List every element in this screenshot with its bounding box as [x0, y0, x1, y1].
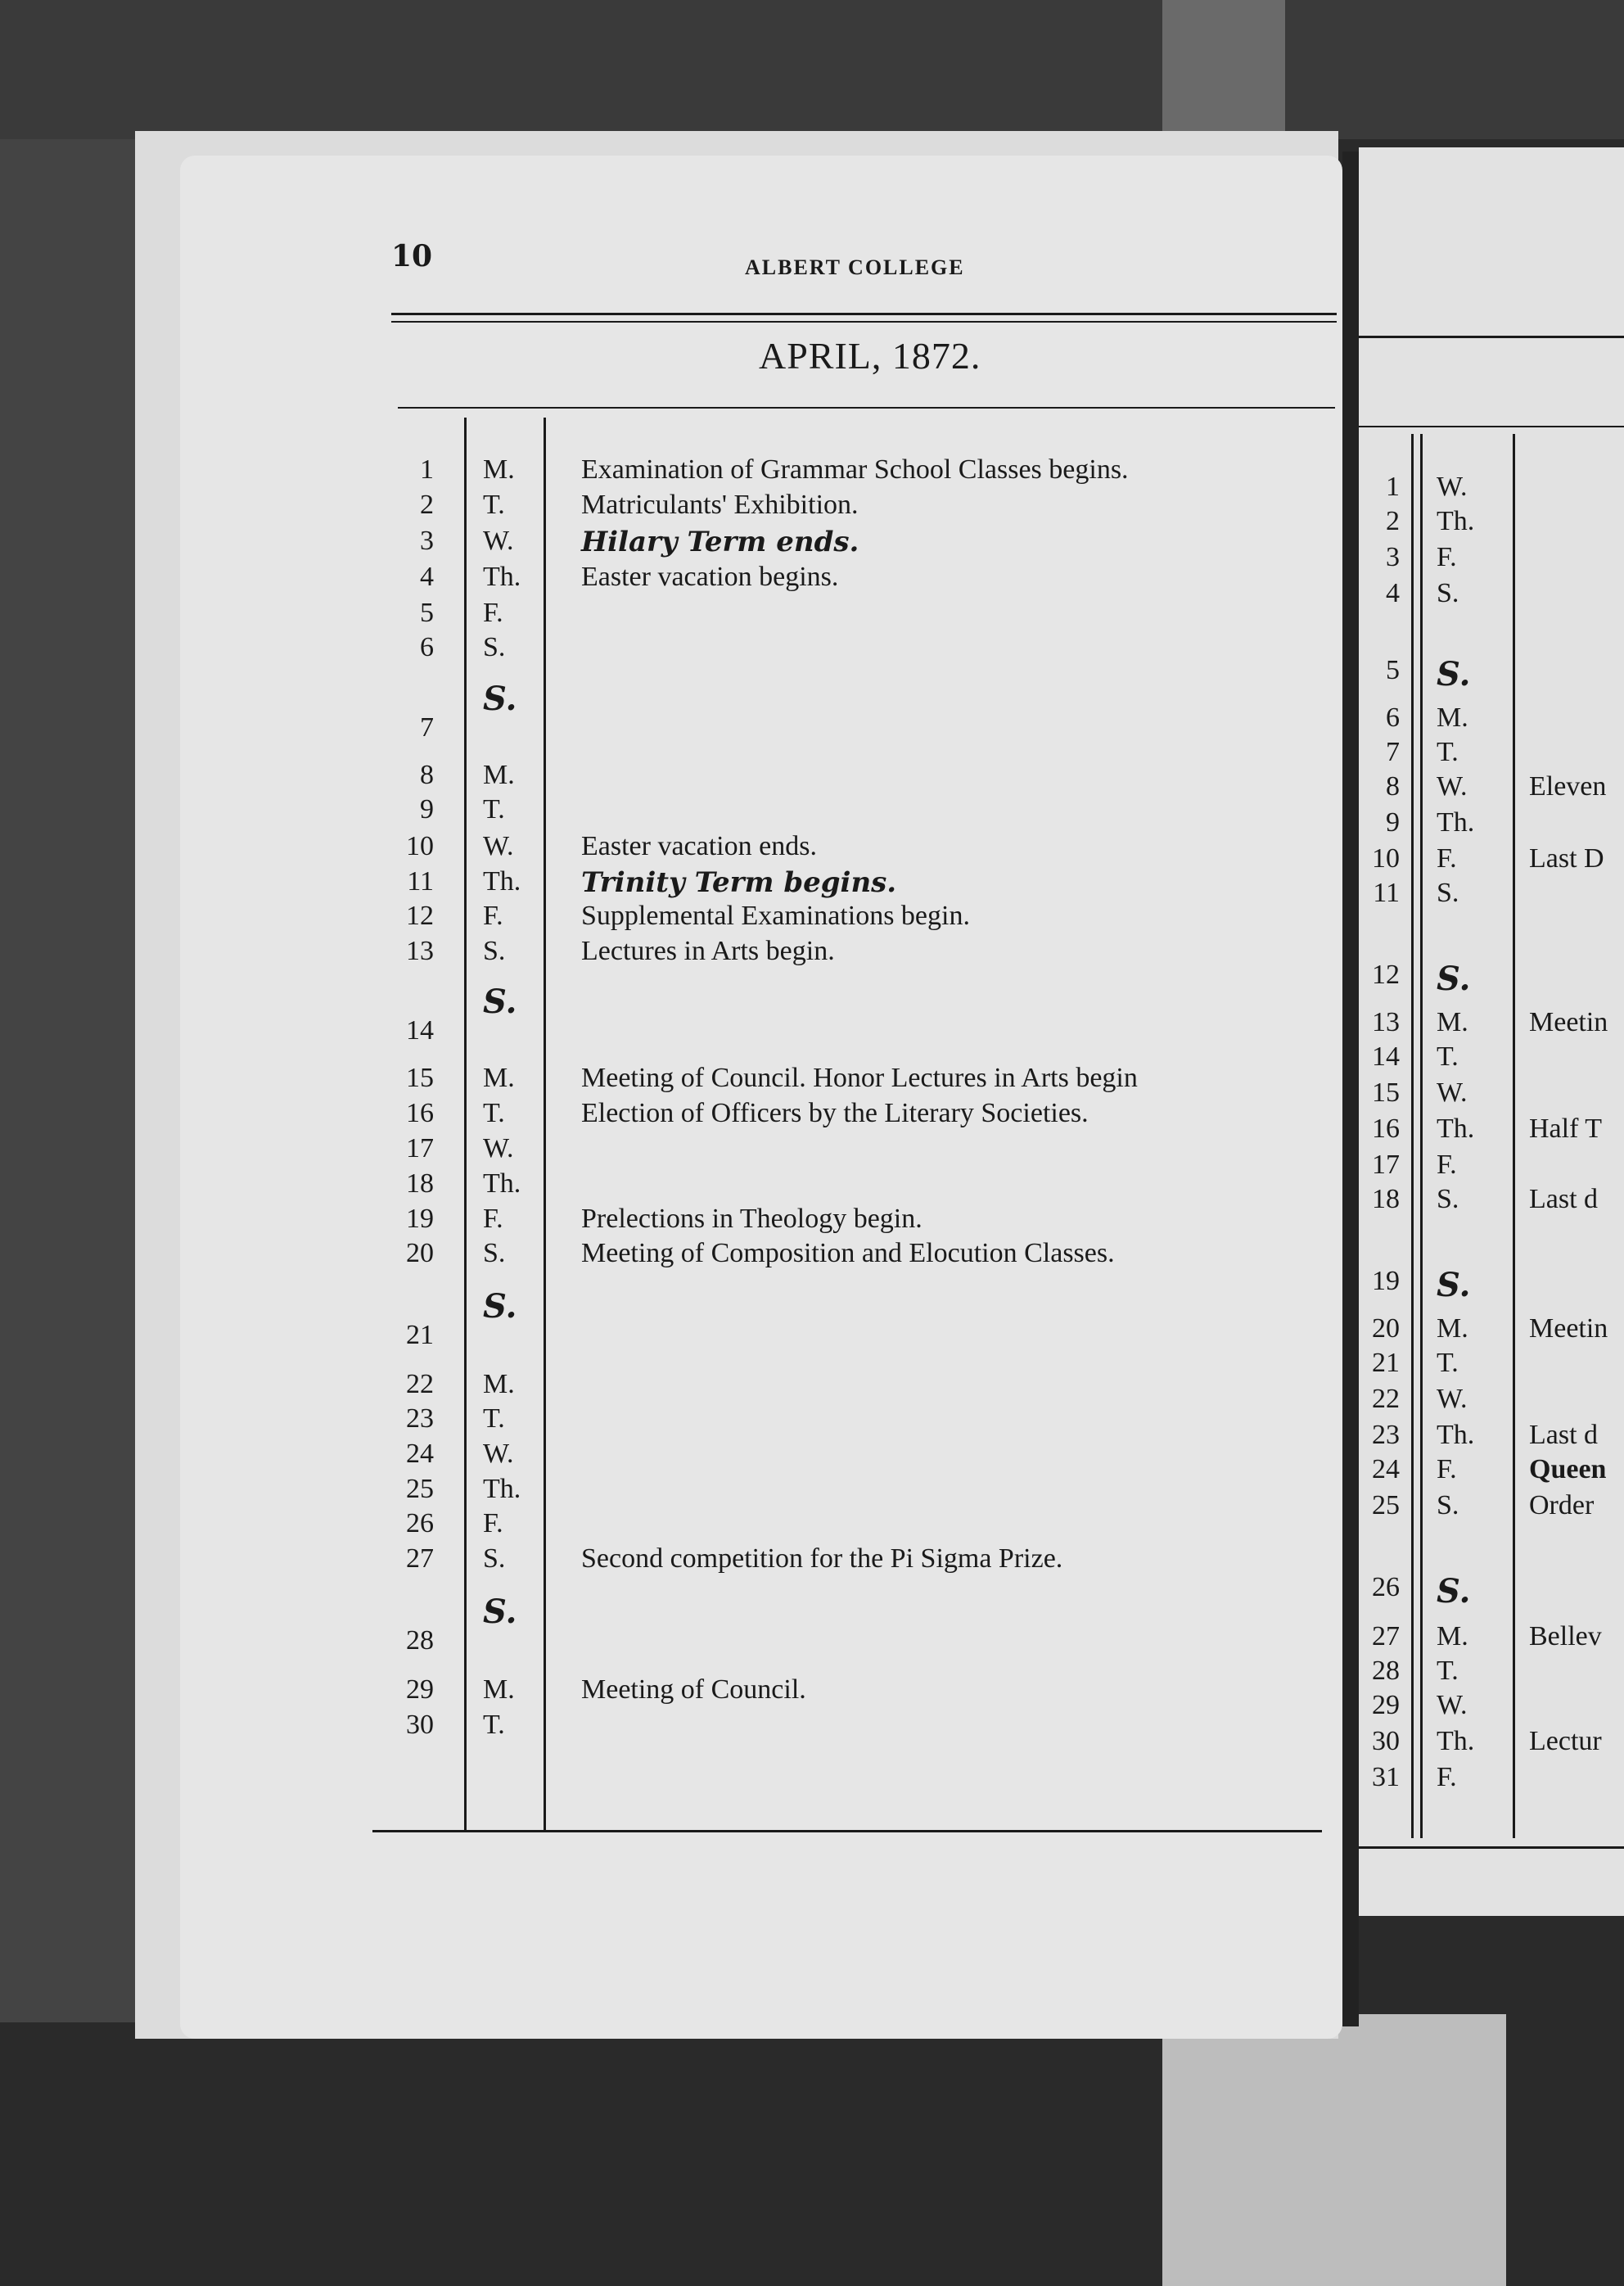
weekday: M. [1437, 703, 1468, 733]
weekday: M. [483, 1674, 515, 1705]
weekday: S. [483, 1238, 506, 1268]
weekday: F. [483, 598, 503, 628]
weekday: F. [483, 1508, 503, 1538]
weekday: S. [1437, 960, 1471, 998]
day-number: 25 [1372, 1490, 1400, 1520]
day-number: 8 [1386, 771, 1400, 802]
event-text: Meetin [1529, 1007, 1608, 1037]
background-bottom-strip [1162, 2014, 1506, 2286]
weekday: F. [1437, 843, 1457, 874]
event-text: Queen [1529, 1454, 1607, 1484]
book-page [180, 156, 1342, 2039]
weekday: S. [1437, 1490, 1459, 1520]
day-number: 17 [406, 1133, 434, 1163]
day-number: 20 [1372, 1313, 1400, 1344]
day-number: 7 [1386, 737, 1400, 767]
weekday: W. [483, 526, 514, 556]
weekday: F. [1437, 1762, 1457, 1792]
weekday: W. [1437, 472, 1468, 502]
day-number: 24 [406, 1439, 434, 1469]
day-number: 30 [406, 1710, 434, 1740]
event-text: Last D [1529, 843, 1604, 874]
weekday: M. [483, 1369, 515, 1399]
weekday: F. [1437, 542, 1457, 572]
day-number: 17 [1372, 1150, 1400, 1180]
weekday: M. [1437, 1313, 1468, 1344]
day-number: 21 [406, 1320, 434, 1350]
event-text: Prelections in Theology begin. [581, 1204, 923, 1234]
day-number: 26 [406, 1508, 434, 1538]
weekday: M. [483, 1063, 515, 1093]
event-text: Last d [1529, 1420, 1599, 1450]
day-number: 4 [1386, 578, 1400, 608]
event-text: Last d [1529, 1184, 1599, 1214]
day-number: 26 [1372, 1572, 1400, 1602]
day-number: 9 [1386, 807, 1400, 838]
day-number: 16 [406, 1098, 434, 1128]
day-number: 13 [406, 936, 434, 966]
day-number: 28 [1372, 1656, 1400, 1686]
background-top [0, 0, 1624, 139]
day-number: 12 [406, 901, 434, 931]
day-number: 27 [406, 1543, 434, 1574]
weekday: Th. [483, 1168, 521, 1199]
day-number: 18 [1372, 1184, 1400, 1214]
day-number: 10 [1372, 843, 1400, 874]
weekday: T. [1437, 737, 1459, 767]
left-column-rule-2 [544, 418, 546, 1830]
month-title: APRIL, 1872. [759, 335, 981, 377]
page-number: 10 [391, 239, 433, 273]
weekday: M. [1437, 1007, 1468, 1037]
weekday: W. [1437, 1690, 1468, 1720]
weekday: S. [1437, 878, 1459, 908]
day-number: 15 [1372, 1077, 1400, 1108]
running-head: ALBERT COLLEGE [745, 255, 965, 279]
weekday: T. [1437, 1656, 1459, 1686]
day-number: 16 [1372, 1114, 1400, 1144]
weekday: S. [483, 1543, 506, 1574]
event-text: Meeting of Council. [581, 1674, 806, 1705]
weekday: T. [483, 1403, 505, 1434]
day-number: 11 [1373, 878, 1400, 908]
event-text: Bellev [1529, 1621, 1602, 1651]
weekday: S. [1437, 1184, 1459, 1214]
event-text: Trinity Term begins. [581, 866, 897, 899]
day-number: 24 [1372, 1454, 1400, 1484]
day-number: 13 [1372, 1007, 1400, 1037]
day-number: 31 [1372, 1762, 1400, 1792]
table-top-rule [398, 407, 1335, 409]
day-number: 14 [406, 1015, 434, 1046]
weekday: F. [1437, 1150, 1457, 1180]
event-text: Meetin [1529, 1313, 1608, 1344]
facing-header-rule [1359, 336, 1624, 338]
day-number: 2 [420, 490, 434, 520]
day-number: 1 [1386, 472, 1400, 502]
day-number: 5 [1386, 655, 1400, 685]
weekday: M. [483, 454, 515, 485]
weekday: S. [483, 936, 506, 966]
event-text: Eleven [1529, 771, 1607, 802]
weekday: Th. [1437, 807, 1475, 838]
weekday: F. [483, 1204, 503, 1234]
weekday: Th. [483, 562, 521, 592]
weekday: T. [483, 1710, 505, 1740]
day-number: 11 [407, 866, 434, 897]
weekday: T. [483, 490, 505, 520]
weekday: Th. [1437, 506, 1475, 536]
day-number: 19 [406, 1204, 434, 1234]
day-number: 30 [1372, 1726, 1400, 1756]
weekday: Th. [483, 866, 521, 897]
day-number: 23 [1372, 1420, 1400, 1450]
day-number: 27 [1372, 1621, 1400, 1651]
weekday: W. [483, 1133, 514, 1163]
facing-column-rule-3 [1513, 434, 1515, 1838]
weekday: T. [483, 1098, 505, 1128]
facing-column-rule-1 [1411, 434, 1414, 1838]
day-number: 9 [420, 794, 434, 824]
facing-column-rule-2 [1420, 434, 1423, 1838]
day-number: 23 [406, 1403, 434, 1434]
header-rule-1 [391, 313, 1337, 315]
event-text: Examination of Grammar School Classes begins. [581, 454, 1129, 485]
day-number: 28 [406, 1625, 434, 1656]
event-text: Supplemental Examinations begin. [581, 901, 970, 931]
background-left [0, 139, 135, 2022]
weekday: F. [1437, 1454, 1457, 1484]
weekday: S. [1437, 578, 1459, 608]
weekday: S. [1437, 1266, 1471, 1304]
event-text: Easter vacation begins. [581, 562, 839, 592]
table-bottom-rule [372, 1830, 1322, 1832]
weekday: M. [483, 760, 515, 790]
weekday: W. [1437, 1077, 1468, 1108]
day-number: 6 [420, 632, 434, 662]
weekday: S. [483, 1287, 517, 1326]
event-text: Matriculants' Exhibition. [581, 490, 859, 520]
weekday: W. [483, 831, 514, 861]
day-number: 8 [420, 760, 434, 790]
day-number: 15 [406, 1063, 434, 1093]
weekday: S. [1437, 1572, 1471, 1611]
day-number: 29 [1372, 1690, 1400, 1720]
event-text: Meeting of Council. Honor Lectures in Arts begin [581, 1063, 1138, 1093]
day-number: 21 [1372, 1348, 1400, 1378]
day-number: 12 [1372, 960, 1400, 990]
weekday: Th. [1437, 1114, 1475, 1144]
day-number: 7 [420, 712, 434, 743]
day-number: 4 [420, 562, 434, 592]
day-number: 18 [406, 1168, 434, 1199]
day-number: 6 [1386, 703, 1400, 733]
weekday: T. [1437, 1041, 1459, 1072]
day-number: 29 [406, 1674, 434, 1705]
weekday: Th. [483, 1474, 521, 1504]
header-rule-2 [391, 321, 1337, 323]
day-number: 20 [406, 1238, 434, 1268]
day-number: 1 [420, 454, 434, 485]
event-text: Order [1529, 1490, 1595, 1520]
day-number: 14 [1372, 1041, 1400, 1072]
weekday: Th. [1437, 1726, 1475, 1756]
weekday: T. [1437, 1348, 1459, 1378]
day-number: 3 [420, 526, 434, 556]
event-text: Half T [1529, 1114, 1603, 1144]
event-text: Easter vacation ends. [581, 831, 817, 861]
weekday: S. [483, 1593, 517, 1631]
day-number: 22 [406, 1369, 434, 1399]
day-number: 5 [420, 598, 434, 628]
weekday: F. [483, 901, 503, 931]
day-number: 25 [406, 1474, 434, 1504]
weekday: S. [483, 680, 517, 718]
left-column-rule-1 [464, 418, 467, 1830]
weekday: W. [1437, 1384, 1468, 1414]
weekday: T. [483, 794, 505, 824]
weekday: M. [1437, 1621, 1468, 1651]
event-text: Lectur [1529, 1726, 1602, 1756]
weekday: W. [483, 1439, 514, 1469]
event-text: Election of Officers by the Literary Societies. [581, 1098, 1089, 1128]
weekday: S. [483, 983, 517, 1021]
day-number: 10 [406, 831, 434, 861]
day-number: 3 [1386, 542, 1400, 572]
weekday: W. [1437, 771, 1468, 802]
day-number: 22 [1372, 1384, 1400, 1414]
day-number: 19 [1372, 1266, 1400, 1296]
weekday: Th. [1437, 1420, 1475, 1450]
weekday: S. [1437, 655, 1471, 693]
facing-table-top-rule [1359, 426, 1624, 427]
event-text: Lectures in Arts begin. [581, 936, 835, 966]
facing-table-bottom-rule [1359, 1846, 1624, 1849]
event-text: Second competition for the Pi Sigma Prize. [581, 1543, 1063, 1574]
day-number: 2 [1386, 506, 1400, 536]
event-text: Meeting of Composition and Elocution Classes. [581, 1238, 1115, 1268]
event-text: Hilary Term ends. [581, 526, 859, 558]
weekday: S. [483, 632, 506, 662]
